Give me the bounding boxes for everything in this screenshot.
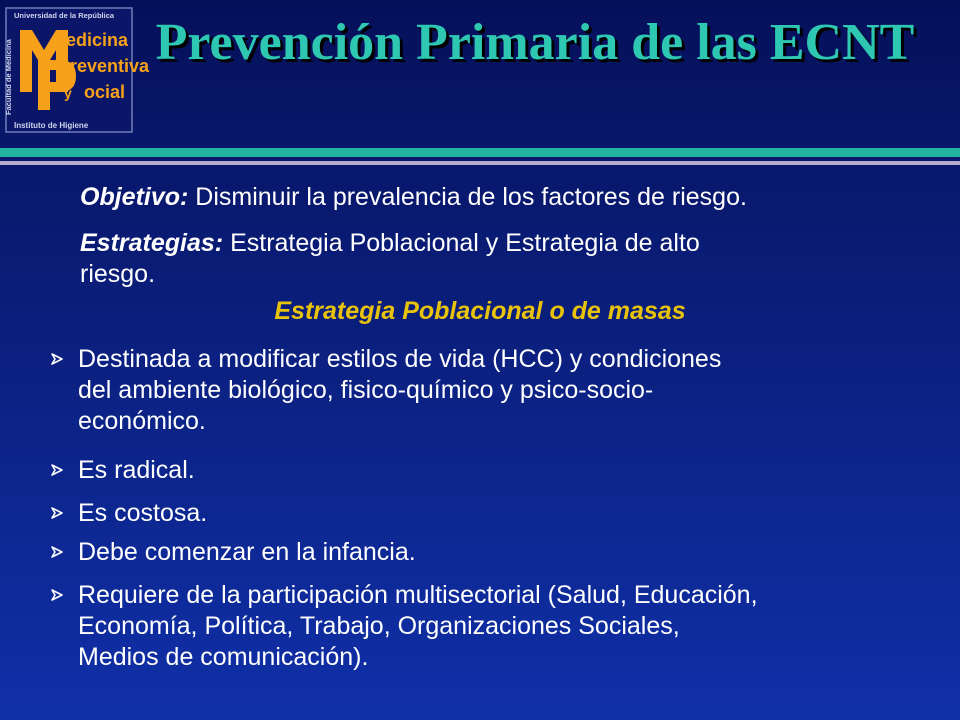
- bullet-item: Es radical.: [78, 456, 195, 484]
- logo-side-text: Facultad de Medicina: [4, 39, 13, 115]
- arrow-bullet-icon: [50, 463, 64, 477]
- title-divider-lavender: [0, 161, 960, 165]
- logo-line-3-y: y: [64, 85, 72, 101]
- objective-line: [80, 182, 747, 213]
- logo-line-1: edicina: [66, 30, 129, 50]
- bullet-item: Destinada a modificar estilos de vida (HCC) y condiciones del ambiente biológico, fisico-químico y psico-socio- económico.: [78, 345, 722, 435]
- arrow-bullet-icon: [50, 545, 64, 559]
- arrow-bullet-icon: [50, 506, 64, 520]
- logo-line-2: reventiva: [70, 56, 150, 76]
- objective-text: Disminuir la prevalencia de los factores de riesgo.: [188, 183, 747, 211]
- logo-top-text: Universidad de la República: [14, 11, 115, 20]
- section-subheading: Estrategia Poblacional o de masas: [274, 297, 686, 325]
- institute-logo: [0, 0, 150, 145]
- bullet-item: Es costosa.: [78, 499, 208, 527]
- strategies-text: Estrategia Poblacional y Estrategia de alto: [223, 229, 700, 257]
- strategies-continuation: riesgo.: [80, 260, 156, 288]
- slide-title: Prevención Primaria de las ECNT: [155, 14, 915, 71]
- title-divider-teal: [0, 148, 960, 157]
- bullet-item: Debe comenzar en la infancia.: [78, 538, 416, 566]
- bullet-item: Requiere de la participación multisectorial (Salud, Educación, Economía, Política, Trabajo, Organizaciones Sociales, Medios de comunicación).: [78, 581, 758, 671]
- objective-label: Objetivo:: [80, 183, 189, 211]
- strategies-line: [80, 228, 700, 259]
- strategies-label: Estrategias:: [80, 229, 224, 257]
- logo-line-3: ocial: [84, 82, 126, 102]
- arrow-bullet-icon: [50, 588, 64, 602]
- arrow-bullet-icon: [50, 352, 64, 366]
- logo-bottom-text: Instituto de Higiene: [14, 121, 89, 130]
